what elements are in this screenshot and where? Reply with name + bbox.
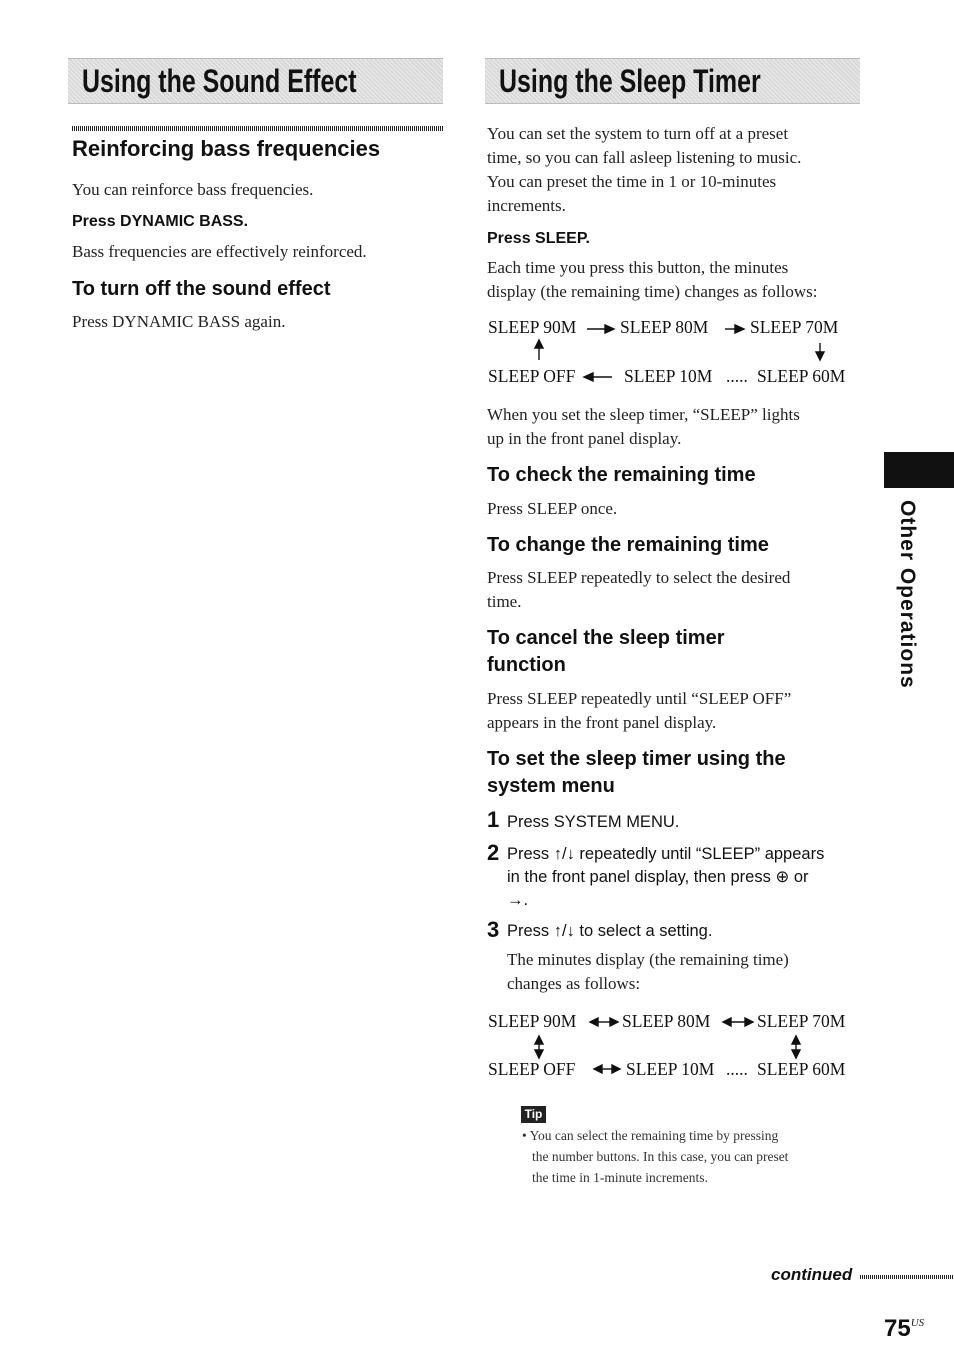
system-menu-title-line: To set the sleep timer using the — [487, 748, 786, 770]
change-remaining-title: To change the remaining time — [487, 534, 769, 556]
flow2-sleep-80m: SLEEP 80M — [622, 1011, 711, 1031]
sleep-intro-line: time, so you can fall asleep listening to music. — [487, 148, 802, 167]
flow1-sleep-70m: SLEEP 70M — [750, 317, 839, 337]
sleep-lights-line: When you set the sleep timer, “SLEEP” lights — [487, 405, 800, 424]
continued-rule — [860, 1275, 954, 1279]
turn-off-text: Press DYNAMIC BASS again. — [72, 312, 286, 331]
system-menu-title-line: system menu — [487, 775, 615, 797]
sleep-lights-line: up in the front panel display. — [487, 429, 682, 448]
flow1-dots: ..... — [726, 366, 748, 386]
left-banner-title: Using the Sound Effect — [82, 63, 357, 99]
bass-result: Bass frequencies are effectively reinforced. — [72, 242, 367, 261]
step-line: Press SYSTEM MENU. — [507, 813, 680, 831]
page-number-value: 75 — [884, 1315, 911, 1342]
tip-icon: Tip — [521, 1106, 546, 1123]
flow1-sleep-90m: SLEEP 90M — [488, 317, 577, 337]
section-title-bass: Reinforcing bass frequencies — [72, 136, 381, 161]
change-remaining-line: time. — [487, 592, 522, 611]
press-dynamic-bass: Press DYNAMIC BASS. — [72, 213, 249, 230]
side-tab-label: Other Operations — [896, 500, 919, 689]
sleep-intro-line: You can preset the time in 1 or 10-minutes — [487, 172, 777, 191]
tip-text — [522, 1125, 788, 1188]
step-number: 1 — [487, 807, 500, 832]
step-number: 2 — [487, 840, 500, 865]
bass-intro: You can reinforce bass frequencies. — [72, 180, 314, 199]
change-remaining-line: Press SLEEP repeatedly to select the desired — [487, 568, 791, 587]
step-line: Press ↑/↓ repeatedly until “SLEEP” appears — [507, 845, 825, 863]
flow2-dots: ..... — [726, 1059, 748, 1079]
flow2-sleep-70m: SLEEP 70M — [757, 1011, 846, 1031]
flow2-sleep-60m: SLEEP 60M — [757, 1059, 846, 1079]
flow1-sleep-off: SLEEP OFF — [488, 366, 576, 386]
cancel-timer-title-line: function — [487, 654, 566, 676]
sleep-intro-line: You can set the system to turn off at a preset — [487, 124, 789, 143]
flow1-sleep-10m: SLEEP 10M — [624, 366, 713, 386]
sleep-intro-line: increments. — [487, 196, 566, 215]
step-line: Press ↑/↓ to select a setting. — [507, 922, 713, 940]
flow1-sleep-80m: SLEEP 80M — [620, 317, 709, 337]
step3-result-line: changes as follows: — [507, 974, 641, 993]
cancel-timer-line: Press SLEEP repeatedly until “SLEEP OFF” — [487, 689, 792, 708]
side-tab-marker — [884, 452, 954, 488]
continued-label: continued — [771, 1265, 853, 1284]
check-remaining-text: Press SLEEP once. — [487, 499, 618, 518]
turn-off-title: To turn off the sound effect — [72, 278, 331, 300]
step3-result-line: The minutes display (the remaining time) — [507, 950, 789, 969]
press-sleep: Press SLEEP. — [487, 230, 590, 247]
flow1-sleep-60m: SLEEP 60M — [757, 366, 846, 386]
right-banner-title: Using the Sleep Timer — [499, 63, 761, 99]
tip-line: • You can select the remaining time by pressing — [522, 1128, 779, 1143]
flow2-sleep-90m: SLEEP 90M — [488, 1011, 577, 1031]
cancel-timer-title-line: To cancel the sleep timer — [487, 627, 725, 649]
tip-line: the number buttons. In this case, you can preset — [532, 1149, 789, 1164]
step-number: 3 — [487, 917, 500, 942]
step-line: →. — [507, 891, 529, 909]
press-sleep-line: Each time you press this button, the minutes — [487, 258, 789, 277]
check-remaining-title: To check the remaining time — [487, 464, 756, 486]
press-sleep-line: display (the remaining time) changes as follows: — [487, 282, 818, 301]
page-number-suffix: US — [910, 1317, 925, 1329]
cancel-timer-line: appears in the front panel display. — [487, 713, 717, 732]
step-line: in the front panel display, then press ⊕ or — [507, 868, 809, 886]
tip-line: the time in 1-minute increments. — [532, 1170, 708, 1185]
page-number — [884, 1315, 924, 1343]
flow2-sleep-10m: SLEEP 10M — [626, 1059, 715, 1079]
flow2-sleep-off: SLEEP OFF — [488, 1059, 576, 1079]
